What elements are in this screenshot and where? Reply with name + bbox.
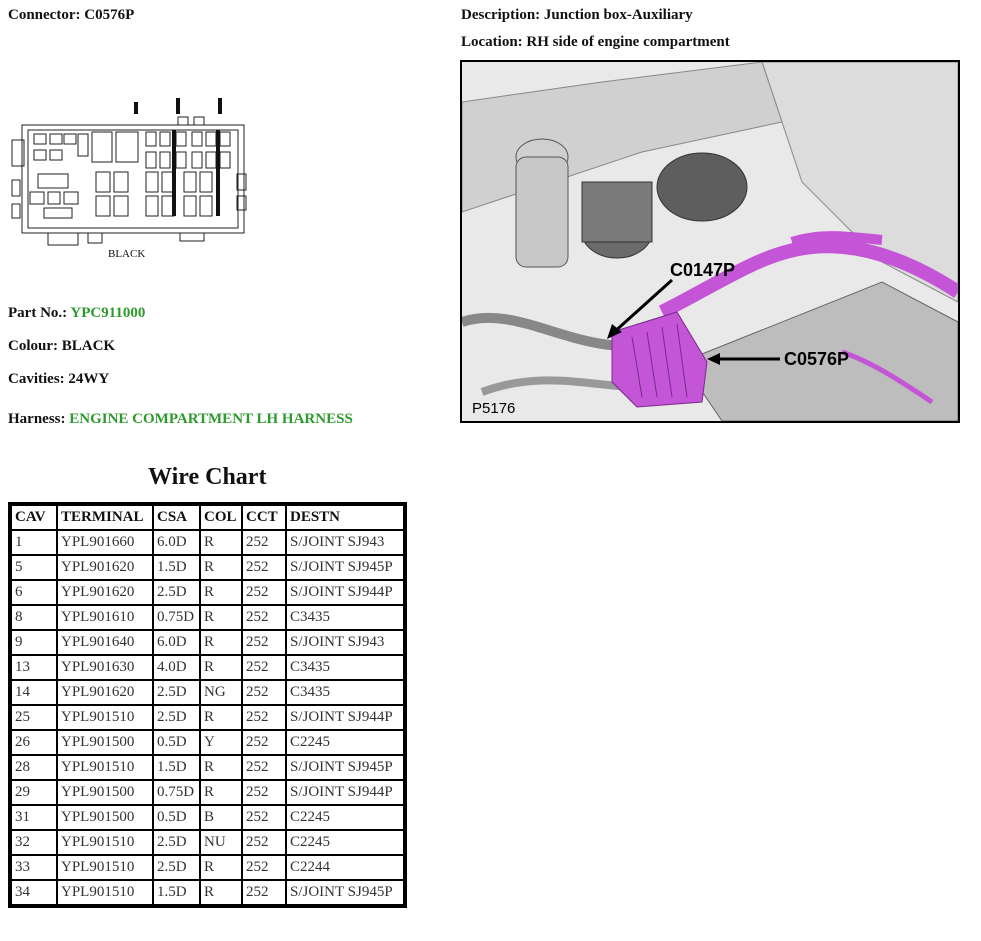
cell-col: R [200, 655, 242, 680]
cell-cav: 34 [11, 880, 57, 905]
cell-col: R [200, 755, 242, 780]
table-row [11, 580, 404, 605]
cell-destn: C2245 [286, 730, 404, 755]
callout-c0576p: C0576P [784, 349, 850, 369]
cell-terminal: YPL901500 [57, 780, 153, 805]
colour-key: Colour: [8, 338, 58, 354]
table-row [11, 730, 404, 755]
cell-terminal: YPL901510 [57, 830, 153, 855]
cell-cav: 28 [11, 755, 57, 780]
cell-destn: S/JOINT SJ945P [286, 555, 404, 580]
table-row [11, 630, 404, 655]
cell-destn: S/JOINT SJ943 [286, 530, 404, 555]
cell-cav: 26 [11, 730, 57, 755]
cell-terminal: YPL901660 [57, 530, 153, 555]
cell-col: R [200, 555, 242, 580]
diagram-colour-label: BLACK [108, 248, 146, 260]
header-col: COL [200, 505, 242, 530]
cell-col: R [200, 855, 242, 880]
location-key: Location: [461, 34, 523, 50]
table-row [11, 805, 404, 830]
cell-cav: 5 [11, 555, 57, 580]
cell-csa: 2.5D [153, 855, 200, 880]
cell-cct: 252 [242, 730, 286, 755]
cell-cav: 1 [11, 530, 57, 555]
cell-col: NU [200, 830, 242, 855]
photo-id: P5176 [472, 400, 516, 417]
wire-chart-table [8, 502, 407, 908]
table-row [11, 705, 404, 730]
cavities-value: 24WY [68, 371, 110, 387]
cell-cav: 31 [11, 805, 57, 830]
wire-chart-body [11, 530, 404, 905]
connector-drawing [8, 92, 253, 262]
cell-cct: 252 [242, 605, 286, 630]
cell-terminal: YPL901510 [57, 755, 153, 780]
cell-terminal: YPL901640 [57, 630, 153, 655]
location-value: RH side of engine compartment [526, 34, 730, 50]
cell-cav: 25 [11, 705, 57, 730]
cell-cct: 252 [242, 780, 286, 805]
cell-destn: S/JOINT SJ944P [286, 780, 404, 805]
cell-terminal: YPL901620 [57, 555, 153, 580]
description-key: Description: [461, 7, 541, 23]
table-row [11, 530, 404, 555]
cell-cct: 252 [242, 805, 286, 830]
cell-col: R [200, 580, 242, 605]
cell-cav: 32 [11, 830, 57, 855]
cell-cct: 252 [242, 530, 286, 555]
part-no-row [8, 305, 145, 322]
cell-destn: S/JOINT SJ943 [286, 630, 404, 655]
cell-cct: 252 [242, 705, 286, 730]
cell-cav: 13 [11, 655, 57, 680]
cell-cav: 14 [11, 680, 57, 705]
cell-destn: C3435 [286, 680, 404, 705]
cell-csa: 2.5D [153, 580, 200, 605]
header-terminal: TERMINAL [57, 505, 153, 530]
table-row [11, 880, 404, 905]
cell-col: R [200, 530, 242, 555]
cell-destn: S/JOINT SJ944P [286, 580, 404, 605]
cell-col: B [200, 805, 242, 830]
cell-terminal: YPL901620 [57, 680, 153, 705]
cell-cct: 252 [242, 655, 286, 680]
table-row [11, 555, 404, 580]
cell-terminal: YPL901510 [57, 880, 153, 905]
cell-cav: 29 [11, 780, 57, 805]
table-row [11, 830, 404, 855]
table-row [11, 605, 404, 630]
cell-cct: 252 [242, 855, 286, 880]
cell-csa: 1.5D [153, 880, 200, 905]
cell-terminal: YPL901510 [57, 705, 153, 730]
cell-cav: 6 [11, 580, 57, 605]
cell-csa: 2.5D [153, 830, 200, 855]
cell-col: R [200, 605, 242, 630]
cell-terminal: YPL901630 [57, 655, 153, 680]
header-cav: CAV [11, 505, 57, 530]
cell-col: Y [200, 730, 242, 755]
part-no-key: Part No.: [8, 305, 68, 321]
cell-terminal: YPL901620 [57, 580, 153, 605]
cell-destn: S/JOINT SJ945P [286, 880, 404, 905]
colour-row [8, 338, 115, 355]
cell-csa: 0.75D [153, 780, 200, 805]
connector-value: C0576P [84, 7, 135, 23]
cell-terminal: YPL901500 [57, 730, 153, 755]
cell-cct: 252 [242, 580, 286, 605]
cell-terminal: YPL901610 [57, 605, 153, 630]
cell-cct: 252 [242, 680, 286, 705]
description-value: Junction box-Auxiliary [543, 7, 693, 23]
header-csa: CSA [153, 505, 200, 530]
location-label [461, 34, 730, 51]
cell-destn: C2244 [286, 855, 404, 880]
connector-face-diagram [8, 92, 253, 262]
table-row [11, 855, 404, 880]
engine-compartment-photo [460, 60, 960, 423]
connector-label [8, 7, 134, 24]
cell-csa: 2.5D [153, 680, 200, 705]
table-row [11, 755, 404, 780]
cell-col: R [200, 705, 242, 730]
header-cct: CCT [242, 505, 286, 530]
cell-cct: 252 [242, 555, 286, 580]
cell-csa: 6.0D [153, 630, 200, 655]
cavities-row [8, 371, 109, 388]
cell-destn: S/JOINT SJ945P [286, 755, 404, 780]
table-row [11, 680, 404, 705]
cell-csa: 1.5D [153, 555, 200, 580]
cell-cct: 252 [242, 830, 286, 855]
cell-col: R [200, 780, 242, 805]
cell-cct: 252 [242, 880, 286, 905]
connector-key: Connector: [8, 7, 81, 23]
cell-destn: C2245 [286, 830, 404, 855]
cell-csa: 6.0D [153, 530, 200, 555]
part-no-value: YPC911000 [70, 305, 146, 321]
cell-csa: 1.5D [153, 755, 200, 780]
header-destn: DESTN [286, 505, 404, 530]
cell-cav: 8 [11, 605, 57, 630]
cell-terminal: YPL901500 [57, 805, 153, 830]
harness-key: Harness: [8, 411, 66, 427]
cavities-key: Cavities: [8, 371, 65, 387]
cell-terminal: YPL901510 [57, 855, 153, 880]
harness-value: ENGINE COMPARTMENT LH HARNESS [69, 411, 353, 427]
cell-cav: 33 [11, 855, 57, 880]
colour-value: BLACK [61, 338, 116, 354]
cell-destn: S/JOINT SJ944P [286, 705, 404, 730]
table-row [11, 780, 404, 805]
cell-col: R [200, 880, 242, 905]
harness-row [8, 411, 353, 428]
cell-cct: 252 [242, 630, 286, 655]
cell-csa: 0.75D [153, 605, 200, 630]
cell-csa: 0.5D [153, 730, 200, 755]
engine-illustration [462, 62, 958, 421]
table-row [11, 655, 404, 680]
cell-cct: 252 [242, 755, 286, 780]
callout-c0147p: C0147P [670, 260, 736, 280]
description-label [461, 7, 693, 24]
cell-destn: C2245 [286, 805, 404, 830]
cell-csa: 4.0D [153, 655, 200, 680]
cell-csa: 0.5D [153, 805, 200, 830]
cell-destn: C3435 [286, 605, 404, 630]
wire-chart-header-row [11, 505, 404, 530]
cell-col: NG [200, 680, 242, 705]
cell-cav: 9 [11, 630, 57, 655]
cell-col: R [200, 630, 242, 655]
cell-csa: 2.5D [153, 705, 200, 730]
cell-destn: C3435 [286, 655, 404, 680]
wire-chart-title: Wire Chart [148, 464, 267, 490]
